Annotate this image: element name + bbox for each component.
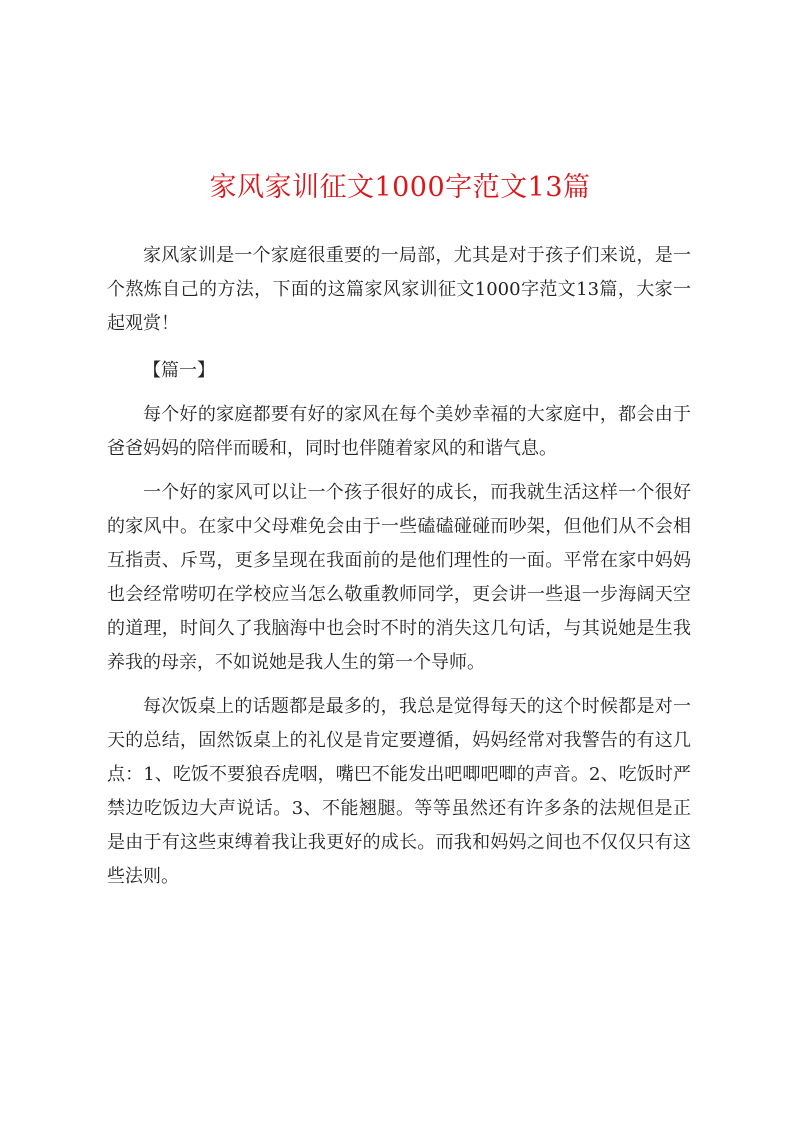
document-title: 家风家训征文1000字范文13篇 (209, 172, 591, 203)
intro-paragraph: 家风家训是一个家庭很重要的一局部，尤其是对于孩子们来说，是一个熬炼自己的方法，下面的这篇家风家训征文1000字范文13篇，大家一起观赏！ (107, 245, 691, 334)
body-paragraph-3: 每次饭桌上的话题都是最多的，我总是觉得每天的这个时候都是对一天的总结，固然饭桌上的礼仪是肯定要遵循，妈妈经常对我警告的有这几点：1、吃饭不要狼吞虎咽，嘴巴不能发出吧唧吧唧的声音。2、吃饭时严禁边吃饭边大声说话。3、不能翘腿。等等虽然还有许多条的法规但是正是由于有这些束缚着我让我更好的成长。而我和妈妈之间也不仅仅只有这些法则。 (107, 696, 691, 887)
section-label: 【篇一】 (143, 360, 215, 381)
document-body (107, 239, 691, 904)
body-paragraph-1: 每个好的家庭都要有好的家风在每个美妙幸福的大家庭中，都会由于爸爸妈妈的陪伴而暖和，同时也伴随着家风的和谐气息。 (107, 404, 691, 459)
body-paragraph-2: 一个好的家风可以让一个孩子很好的成长，而我就生活这样一个很好的家风中。在家中父母难免会由于一些磕磕碰碰而吵架，但他们从不会相互指责、斥骂，更多呈现在我面前的是他们理性的一面。平常在家中妈妈也会经常唠叨在学校应当怎么敬重教师同学，更会讲一些退一步海阔天空的道理，时间久了我脑海中也会时不时的消失这几句话，与其说她是生我养我的母亲，不如说她是我人生的第一个导师。 (107, 482, 691, 673)
